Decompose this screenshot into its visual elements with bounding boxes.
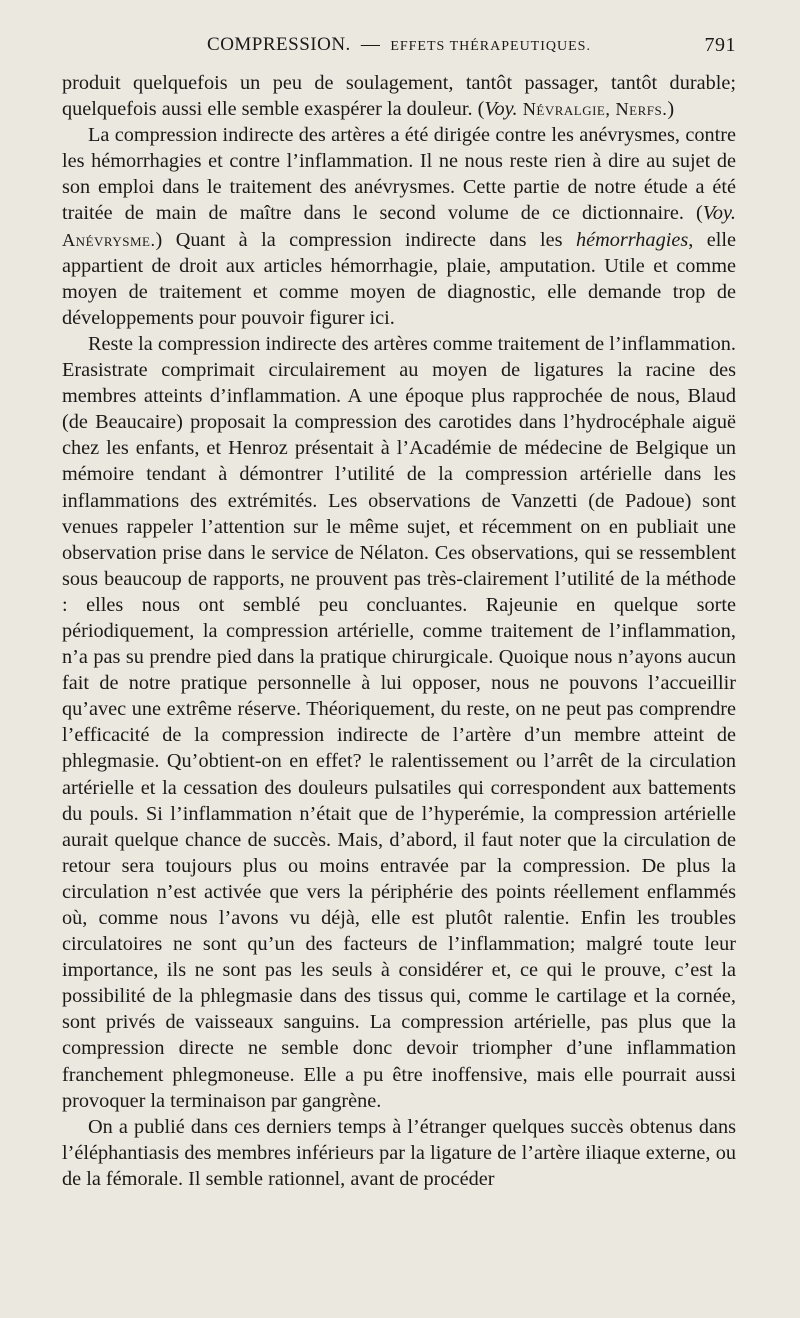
paragraph	[62, 331, 736, 1114]
paragraph	[62, 122, 736, 331]
text-run: produit quelquefois un peu de soulagement, tantôt passager, tantôt durable; quelquefois aussi elle semble exaspérer la douleur. (	[62, 72, 736, 121]
paragraph	[62, 70, 736, 122]
paragraph	[62, 1114, 736, 1192]
text-run: Reste la compression indirecte des artères comme traitement de l’inflammation. Erasistrate comprimait circulairement au moyen de ligatures la racine des membres atteints d’inflammation. A une époque plus rapprochée de nous, Blaud (de Beaucaire) proposait la compression des carotides dans l’hydrocéphale aiguë chez les enfants, et Henroz présentait à l’Académie de médecine de Belgique un mémoire tendant à démontrer l’utilité de la compression artérielle dans les inflammations des extrémités. Les observations de Vanzetti (de Padoue) sont venues rappeler l’attention sur le même sujet, et récemment on en publiait une observation prise dans le service de Nélaton. Ces observations, qui se ressemblent sous beaucoup de rapports, ne prouvent pas très-clairement l’utilité de la méthode : elles nous ont semblé peu concluantes. Rajeunie en quelque sorte périodiquement, la compression artérielle, comme traitement de l’inflammation, n’a pas su prendre pied dans la pratique chirurgicale. Quoique nous n’ayons aucun fait de notre pratique personnelle à lui opposer, nous ne pouvons l’accueillir qu’avec une extrême réserve. Théoriquement, du reste, on ne peut pas comprendre l’efficacité de la compression indirecte de l’artère d’un membre atteint de phlegmasie. Qu’obtient-on en effet? le ralentissement ou l’arrêt de la circulation artérielle et la cessation des douleurs pulsatiles qui correspondent aux battements du pouls. Si l’inflammation n’était que de l’hyperémie, la compression artérielle aurait quelque chance de succès. Mais, d’abord, il faut noter que la circulation de retour sera toujours plus ou moins entravée par la compression. De plus la circulation n’est activée que vers la périphérie des points réellement enflammés où, comme nous l’avons vu déjà, elle est plutôt ralentie. Enfin les troubles circulatoires ne sont qu’un des facteurs de l’inflammation; malgré toute leur importance, ils ne sont pas les seuls à considérer et, ce qui le prouve, c’est la possibilité de la phlegmasie dans des tissus qui, comme le cartilage et la cornée, sont privés de vaisseaux sanguins. La compression artérielle, pas plus que la compression directe ne semble donc devoir triompher d’une inflammation franchement phlegmoneuse. Elle a pu être inoffensive, mais elle pourrait aussi provoquer la terminaison par gangrène.	[62, 332, 736, 1112]
text-run: ) Quant à la compression indirecte dans les	[155, 228, 576, 251]
small-caps-text: Anévrysme.	[62, 229, 156, 250]
running-head-separator: —	[360, 34, 381, 55]
text-run: La compression indirecte des artères a été dirigée contre les anévrysmes, contre les hémorrhagies et contre l’inflammation. Il ne nous reste rien à dire au sujet de son emploi dans le traitement des anévrysmes. Cette partie de notre étude a été traitée de main de maître dans le second volume de ce dictionnaire. (	[62, 124, 736, 225]
small-caps-text: Névralgie, Nerfs.	[522, 99, 668, 120]
text-run: On a publié dans ces derniers temps à l’étranger quelques succès obtenus dans l’éléphantiasis des membres inférieurs par la ligature de l’artère iliaque externe, ou de la fémorale. Il semble rationnel, avant de procéder	[62, 1115, 736, 1190]
body-text	[62, 70, 736, 1192]
text-run: )	[667, 98, 675, 121]
page-number: 791	[704, 34, 736, 56]
running-head-subtitle: EFFETS THÉRAPEUTIQUES.	[390, 39, 591, 54]
running-head-title: COMPRESSION.	[207, 34, 351, 55]
text-run: , elle appartient de droit aux articles hémorrhagie, plaie, amputation. Utile et comme moyen de traitement et comme moyen de diagnostic, elle demande trop de développements pour pouvoir figurer ici.	[62, 228, 737, 329]
running-head	[62, 34, 736, 66]
italic-text: Voy.	[484, 98, 518, 121]
italic-text: Voy.	[702, 202, 736, 225]
italic-text: hémorrhagies	[575, 228, 689, 251]
